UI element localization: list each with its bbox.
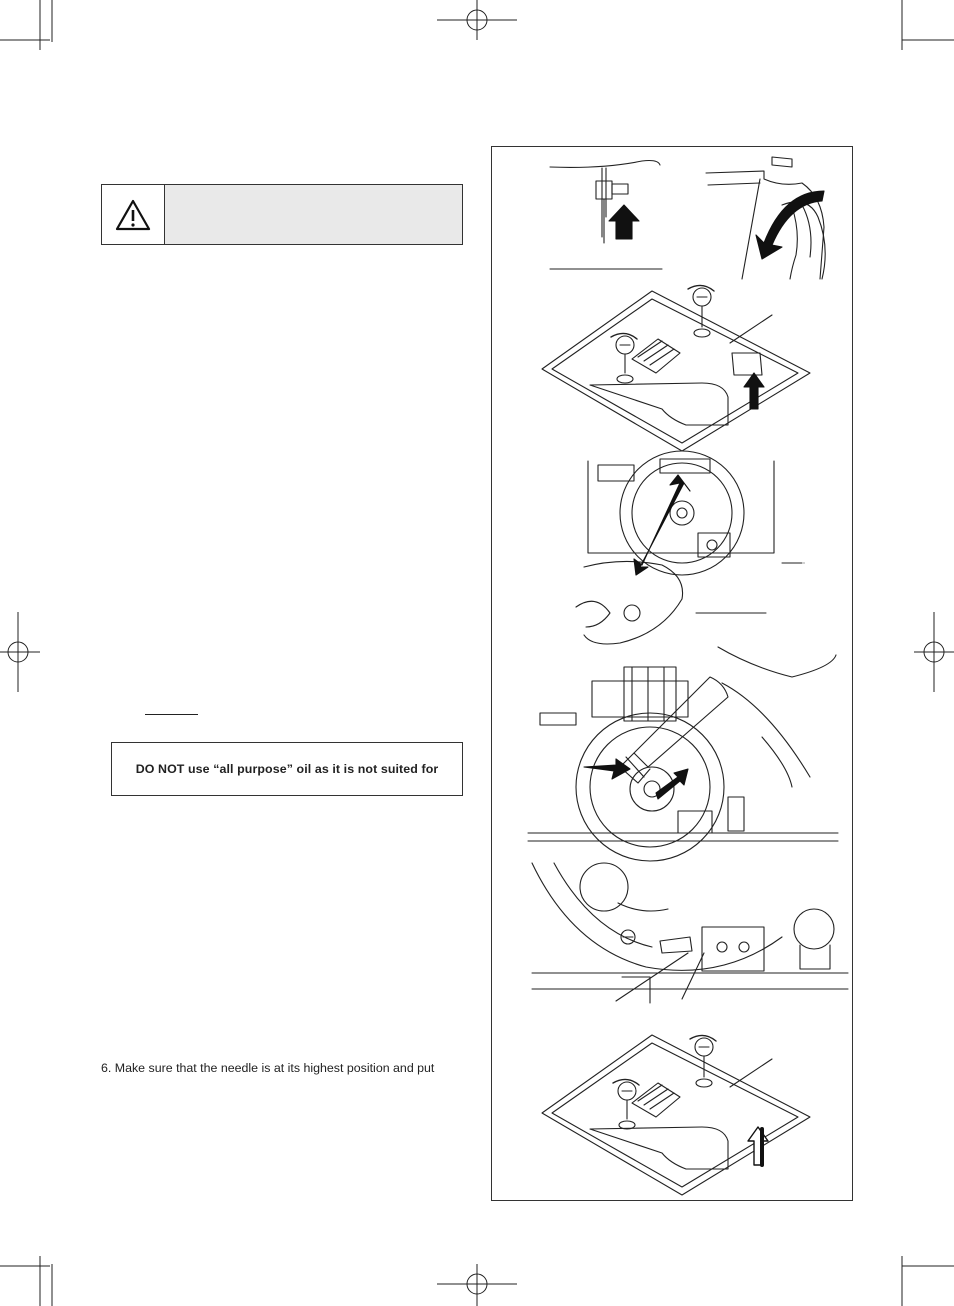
- needle-plate-figure: [542, 291, 810, 451]
- hook-race-figure: [532, 863, 848, 1003]
- oil-caution-box: [111, 742, 463, 796]
- handwheel-figure: [706, 157, 825, 279]
- bobbin-case-figure: [576, 451, 804, 644]
- brush-icon: [620, 677, 728, 783]
- rotate-arrow-icon: [756, 191, 824, 259]
- warning-icon-cell: [102, 185, 165, 244]
- illustration-panel: [491, 146, 853, 1201]
- needle-plate-replace-figure: [542, 1035, 810, 1195]
- warning-box: [101, 184, 463, 245]
- underline-mark: [145, 714, 198, 715]
- oil-caution-text: DO NOT use “all purpose” oil as it is not suited for: [135, 762, 439, 776]
- up-arrow-icon: [609, 205, 639, 239]
- hook-cleaning-figure: [528, 647, 838, 861]
- warning-triangle-icon: [115, 199, 151, 231]
- warning-text-area: [165, 185, 462, 244]
- maintenance-illustrations: [492, 147, 852, 1200]
- right-arrow-icon: [656, 769, 688, 799]
- needle-figure: [550, 161, 662, 270]
- step-6-text: 6. Make sure that the needle is at its highest position and put: [101, 1061, 435, 1075]
